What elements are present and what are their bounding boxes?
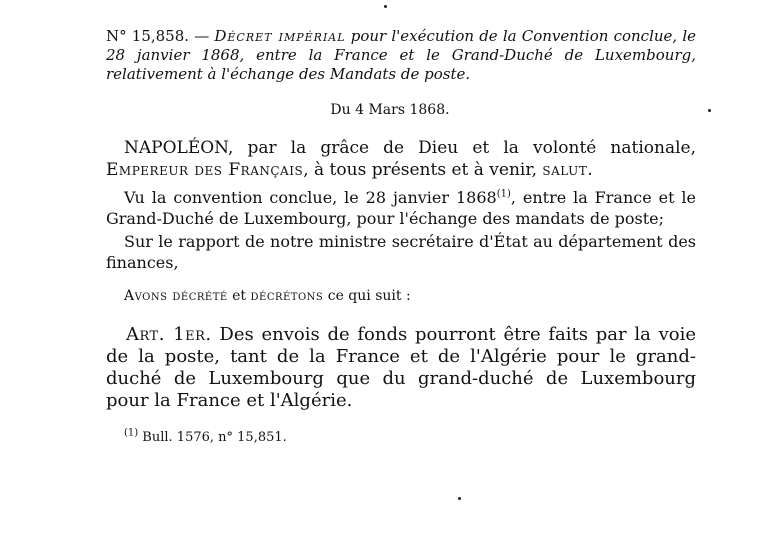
recital-convention [106,187,696,229]
recital-report [106,231,696,273]
decree-dash: — [189,27,215,45]
recital-1-text-2: , entre la France et le Grand-Duché de Luxembourg, pour l'échange des mandats de poste; [106,188,697,228]
emperor-name: NAPOLÉON [124,138,228,158]
formula-et: et [227,288,251,304]
recital-2-text: Sur le rapport de notre ministre secrétaire d'État au département des finances, [106,232,696,272]
speck-mark [458,497,461,500]
decree-title: pour l'exécution de la Convention conclue, le 28 janvier 1868, entre la France et le Grand-Duché de Luxembourg, relativement à l'échange des Mandats de poste. [106,27,696,83]
formula-decretons: décrétons [250,288,324,304]
decree-date: Du 4 Mars 1868. [330,102,450,118]
formula-avons: Avons décrété [124,288,228,304]
article-text: Des envois de fonds pourront être faits par la voie de la poste, tant de la France et de l'Algérie pour le grand-duché de Luxembourg que du grand-duché de Luxembourg pour la France et l'Algérie. [106,324,697,411]
decree-type: Décret impérial [214,27,346,45]
decree-number: N° 15,858. [106,27,190,45]
footnote [124,427,287,446]
salut-word: salut. [542,160,594,180]
footnote-reference: (1) [496,188,511,200]
footnote-marker: (1) [124,427,139,439]
article-1 [106,324,696,412]
recital-1-text: Vu la convention conclue, le 28 janvier 1868 [124,188,497,207]
decree-heading [106,27,696,84]
article-label: Art. 1er. [126,324,212,345]
preamble [106,137,696,181]
preamble-text-2: , à tous présents et à venir, [303,160,543,180]
footnote-text: Bull. 1576, n° 15,851. [138,430,287,445]
emperor-title: Empereur des Français [106,160,304,180]
decree-formula [124,286,696,307]
speck-mark [384,5,387,8]
formula-rest: ce qui suit : [323,288,411,304]
preamble-text: , par la grâce de Dieu et la volonté nationale, [227,138,696,158]
